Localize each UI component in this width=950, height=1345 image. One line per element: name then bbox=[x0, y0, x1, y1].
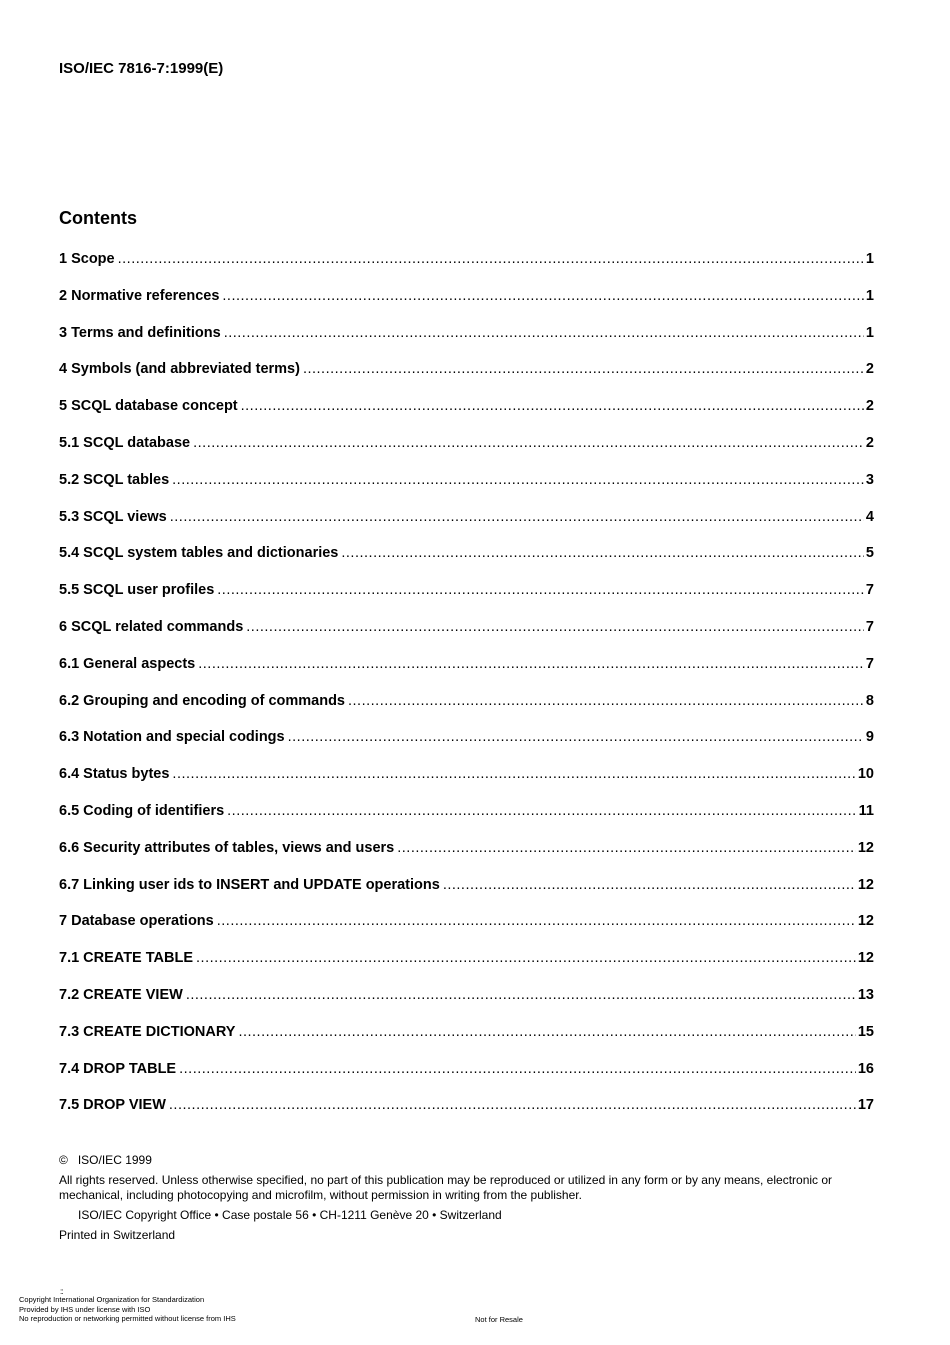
toc-leader bbox=[170, 509, 864, 525]
toc-entry-page: 3 bbox=[865, 471, 874, 488]
toc-entry-title: 5.3 SCQL views bbox=[59, 508, 167, 525]
toc-entry-title: 5 SCQL database concept bbox=[59, 398, 238, 415]
toc-entry-page: 1 bbox=[865, 251, 874, 267]
toc-leader bbox=[303, 361, 864, 377]
copyright-holder: ISO/IEC 1999 bbox=[77, 1153, 152, 1167]
toc-leader bbox=[246, 619, 864, 635]
copyright-office-address: ISO/IEC Copyright Office • Case postale 56 • CH-1211 Genève 20 • Switzerland bbox=[78, 1208, 502, 1222]
toc-entry-title: 7.1 CREATE TABLE bbox=[59, 950, 194, 967]
toc-entry-5-scql-database-concept[interactable] bbox=[59, 398, 874, 435]
toc-entry-page: 1 bbox=[865, 287, 874, 304]
toc-leader bbox=[217, 582, 864, 598]
toc-leader bbox=[196, 950, 856, 966]
toc-entry-4-symbols[interactable] bbox=[59, 361, 874, 398]
toc-leader bbox=[198, 656, 864, 672]
footer-marks: :: bbox=[60, 1287, 63, 1296]
license-footer bbox=[19, 1295, 236, 1324]
toc-entry-title: 5.5 SCQL user profiles bbox=[59, 582, 215, 599]
toc-entry-1-scope[interactable] bbox=[59, 251, 874, 288]
toc-entry-title: 5.2 SCQL tables bbox=[59, 471, 170, 488]
toc-entry-page: 9 bbox=[865, 729, 874, 746]
toc-entry-title: 7.3 CREATE DICTIONARY bbox=[59, 1023, 236, 1040]
toc-entry-3-terms-and-definitions[interactable] bbox=[59, 325, 874, 362]
toc-leader bbox=[443, 877, 856, 893]
toc-leader bbox=[172, 766, 855, 782]
toc-entry-title: 6.4 Status bytes bbox=[59, 766, 170, 783]
toc-leader bbox=[348, 693, 864, 709]
toc-leader bbox=[179, 1061, 856, 1077]
toc-entry-title: 7 Database operations bbox=[59, 913, 214, 930]
toc-entry-title: 6.1 General aspects bbox=[59, 655, 196, 672]
toc-entry-page: 12 bbox=[857, 913, 874, 930]
copyright-notice bbox=[59, 1153, 874, 1243]
toc-entry-7-5-drop-view[interactable] bbox=[59, 1097, 874, 1134]
toc-entry-page: 12 bbox=[857, 876, 874, 893]
document-id: ISO/IEC 7816-7:1999(E) bbox=[59, 60, 224, 77]
toc-entry-title: 6.7 Linking user ids to INSERT and UPDATE operations bbox=[59, 876, 440, 893]
toc-entry-page: 17 bbox=[857, 1097, 874, 1114]
toc-leader bbox=[193, 435, 864, 451]
table-of-contents bbox=[59, 251, 874, 1134]
toc-entry-title: 2 Normative references bbox=[59, 287, 220, 304]
toc-entry-6-4-status-bytes[interactable] bbox=[59, 766, 874, 803]
toc-entry-page: 13 bbox=[857, 986, 874, 1003]
toc-entry-title: 5.1 SCQL database bbox=[59, 434, 191, 451]
toc-entry-title: 7.4 DROP TABLE bbox=[59, 1060, 177, 1077]
toc-entry-page: 15 bbox=[857, 1023, 874, 1040]
footer-restriction-line: No reproduction or networking permitted without license from IHS bbox=[19, 1314, 236, 1323]
toc-entry-title: 4 Symbols (and abbreviated terms) bbox=[59, 361, 300, 378]
toc-entry-2-normative-references[interactable] bbox=[59, 288, 874, 325]
toc-entry-page: 7 bbox=[865, 655, 874, 672]
toc-entry-7-3-create-dictionary[interactable] bbox=[59, 1024, 874, 1061]
toc-entry-6-7-linking-user-ids[interactable] bbox=[59, 877, 874, 914]
footer-provider-line: Provided by IHS under license with ISO bbox=[19, 1304, 151, 1314]
toc-entry-title: 1 Scope bbox=[59, 251, 115, 267]
toc-entry-7-database-operations[interactable] bbox=[59, 913, 874, 950]
toc-entry-page: 2 bbox=[865, 434, 874, 451]
toc-entry-page: 10 bbox=[857, 766, 874, 783]
toc-entry-5-3-scql-views[interactable] bbox=[59, 509, 874, 546]
toc-entry-page: 5 bbox=[865, 545, 874, 562]
toc-leader bbox=[222, 288, 864, 304]
toc-entry-page: 4 bbox=[865, 508, 874, 525]
toc-leader bbox=[288, 729, 864, 745]
toc-entry-title: 6.5 Coding of identifiers bbox=[59, 802, 225, 819]
toc-leader bbox=[118, 251, 864, 267]
toc-entry-title: 7.5 DROP VIEW bbox=[59, 1097, 166, 1114]
toc-entry-5-4-system-tables[interactable] bbox=[59, 545, 874, 582]
toc-entry-page: 12 bbox=[857, 839, 874, 856]
toc-leader bbox=[341, 545, 864, 561]
toc-leader bbox=[224, 325, 864, 341]
toc-leader bbox=[238, 1024, 855, 1040]
toc-entry-5-2-scql-tables[interactable] bbox=[59, 472, 874, 509]
toc-entry-7-1-create-table[interactable] bbox=[59, 950, 874, 987]
toc-entry-title: 7.2 CREATE VIEW bbox=[59, 986, 183, 1003]
toc-leader bbox=[397, 840, 856, 856]
toc-leader bbox=[227, 803, 857, 819]
toc-entry-page: 11 bbox=[858, 802, 874, 819]
toc-entry-title: 6.6 Security attributes of tables, views and users bbox=[59, 839, 395, 856]
footer-copyright-line: Copyright International Organization for Standardization bbox=[19, 1295, 205, 1304]
toc-entry-6-6-security-attributes[interactable] bbox=[59, 840, 874, 877]
toc-entry-page: 7 bbox=[865, 618, 874, 635]
toc-leader bbox=[186, 987, 856, 1003]
toc-entry-6-1-general-aspects[interactable] bbox=[59, 656, 874, 693]
toc-entry-5-5-user-profiles[interactable] bbox=[59, 582, 874, 619]
copyright-symbol: © bbox=[59, 1153, 68, 1167]
rights-statement: All rights reserved. Unless otherwise specified, no part of this publication may be reproduced or utilized in any form or by any means, electronic or mechanical, including photocopying and microfilm, without permission in writing from the publisher. bbox=[59, 1173, 833, 1202]
copyright-holder-line bbox=[59, 1153, 874, 1168]
toc-entry-page: 1 bbox=[865, 324, 874, 341]
toc-entry-title: 6.3 Notation and special codings bbox=[59, 729, 285, 746]
toc-entry-page: 2 bbox=[865, 398, 874, 415]
toc-entry-6-2-grouping-encoding[interactable] bbox=[59, 693, 874, 730]
printed-in: Printed in Switzerland bbox=[59, 1228, 176, 1242]
toc-leader bbox=[241, 398, 864, 414]
toc-entry-7-2-create-view[interactable] bbox=[59, 987, 874, 1024]
toc-entry-page: 12 bbox=[857, 950, 874, 967]
not-for-resale: Not for Resale bbox=[475, 1315, 523, 1324]
toc-leader bbox=[169, 1097, 856, 1113]
toc-entry-6-scql-related-commands[interactable] bbox=[59, 619, 874, 656]
toc-entry-7-4-drop-table[interactable] bbox=[59, 1061, 874, 1098]
toc-entry-page: 2 bbox=[865, 361, 874, 378]
toc-entry-title: 5.4 SCQL system tables and dictionaries bbox=[59, 545, 339, 562]
toc-entry-title: 6.2 Grouping and encoding of commands bbox=[59, 692, 345, 709]
toc-leader bbox=[172, 472, 864, 488]
toc-entry-title: 3 Terms and definitions bbox=[59, 324, 221, 341]
toc-entry-5-1-scql-database[interactable] bbox=[59, 435, 874, 472]
toc-entry-6-3-notation[interactable] bbox=[59, 729, 874, 766]
toc-entry-title: 6 SCQL related commands bbox=[59, 618, 244, 635]
toc-leader bbox=[217, 913, 856, 929]
contents-heading: Contents bbox=[59, 208, 137, 228]
toc-entry-page: 16 bbox=[857, 1060, 874, 1077]
toc-entry-page: 7 bbox=[865, 582, 874, 599]
toc-entry-page: 8 bbox=[865, 692, 874, 709]
toc-entry-6-5-coding-identifiers[interactable] bbox=[59, 803, 874, 840]
